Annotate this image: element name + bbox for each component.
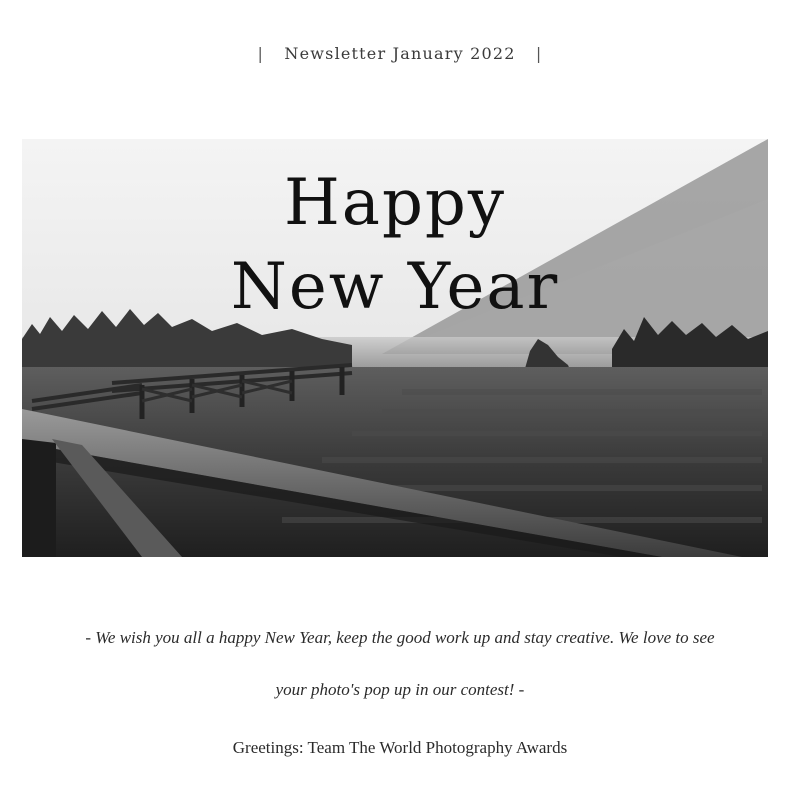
newsletter-title: Newsletter January 2022 [284,44,516,63]
hero-title-line-2: New Year [230,250,560,324]
greeting-signature: Greetings: Team The World Photography Awards [232,738,568,757]
newsletter-header [0,44,800,63]
foreground-post [22,439,56,557]
hero-title-line-1: Happy [283,166,507,240]
hero-banner [22,139,768,557]
message-line-2: your photo's pop up in our contest! - [275,680,525,699]
hero-title [22,161,768,329]
message-line-1: - We wish you all a happy New Year, keep the good work up and stay creative. We love to see [85,628,715,647]
header-separator-left: | [257,44,265,63]
header-separator-right: | [535,44,543,63]
newsletter-message [0,612,800,716]
